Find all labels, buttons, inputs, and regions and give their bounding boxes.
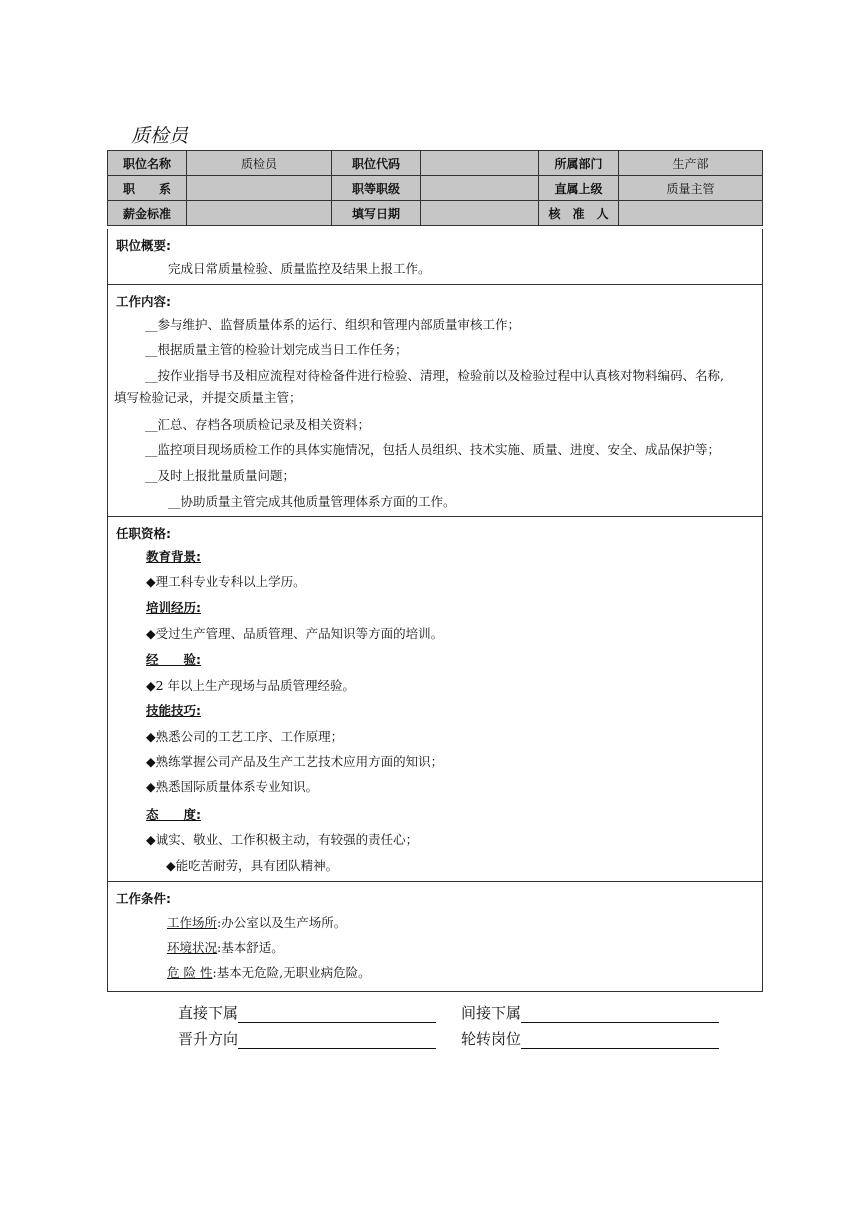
header-row — [108, 176, 763, 201]
risk-value: :基本无危险,无职业病危险。 — [212, 965, 371, 980]
education-text: ◆理工科专业专科以上学历。 — [146, 574, 306, 589]
direct-subordinate-field — [178, 1002, 436, 1023]
grade-value — [421, 176, 539, 201]
supervisor-value: 质量主管 — [619, 176, 763, 201]
direct-subordinate-label: 直接下属 — [178, 1004, 239, 1022]
rotation-field — [461, 1028, 719, 1049]
document-title: 质检员 — [131, 125, 189, 147]
workplace-label: 工作场所 — [167, 915, 218, 930]
risk-label: 危 险 性 — [167, 965, 213, 980]
direct-subordinate-blank — [238, 1006, 436, 1023]
experience-text: ◆2 年以上生产现场与品质管理经验。 — [146, 678, 356, 693]
fill-date-value — [421, 201, 539, 226]
promotion-field — [178, 1028, 436, 1049]
risk-row — [167, 965, 371, 981]
experience-label: 经 验: — [146, 652, 201, 667]
skill-item: ◆熟练掌握公司产品及生产工艺技术应用方面的知识； — [146, 754, 444, 769]
attitude-item: ◆诚实、敬业、工作积极主动，有较强的责任心； — [146, 832, 419, 847]
position-name-value: 质检员 — [187, 151, 332, 176]
workplace-row — [167, 915, 346, 931]
duty-item: __协助质量主管完成其他质量管理体系方面的工作。 — [168, 494, 456, 509]
education-label: 教育背景: — [146, 549, 201, 564]
promotion-blank — [238, 1032, 436, 1049]
department-label: 所属部门 — [539, 151, 619, 176]
conditions-section — [107, 881, 763, 992]
promotion-label: 晋升方向 — [178, 1030, 239, 1048]
job-family-value — [187, 176, 332, 201]
salary-label: 薪金标准 — [108, 201, 187, 226]
rotation-label: 轮转岗位 — [461, 1030, 522, 1048]
training-text: ◆受过生产管理、品质管理、产品知识等方面的培训。 — [146, 626, 444, 641]
environment-value: :基本舒适。 — [217, 940, 284, 955]
duty-item: __按作业指导书及相应流程对待检备件进行检验、清理，检验前以及检验过程中认真核对物料编码、名称, — [145, 368, 724, 383]
fill-date-label: 填写日期 — [332, 201, 421, 226]
duty-item: __根据质量主管的检验计划完成当日工作任务； — [145, 342, 408, 357]
department-value: 生产部 — [619, 151, 763, 176]
supervisor-label: 直属上级 — [539, 176, 619, 201]
salary-value — [187, 201, 332, 226]
environment-label: 环境状况 — [167, 940, 218, 955]
indirect-subordinate-label: 间接下属 — [461, 1004, 522, 1022]
conditions-title: 工作条件: — [116, 891, 171, 906]
rotation-blank — [521, 1032, 719, 1049]
duty-item: __及时上报批量质量问题； — [145, 468, 296, 483]
summary-title: 职位概要: — [116, 238, 171, 253]
summary-section — [107, 229, 763, 285]
approver-value — [619, 201, 763, 226]
indirect-subordinate-blank — [521, 1006, 719, 1023]
qualifications-title: 任职资格: — [116, 526, 171, 541]
job-family-label: 职 系 — [108, 176, 187, 201]
skill-item: ◆熟悉公司的工艺工序、工作原理； — [146, 729, 344, 744]
duty-item: __汇总、存档各项质检记录及相关资料； — [145, 417, 371, 432]
attitude-label: 态 度: — [146, 807, 201, 822]
approver-label: 核 准 人 — [539, 201, 619, 226]
qualifications-section — [107, 516, 763, 882]
summary-text: 完成日常质量检验、质量监控及结果上报工作。 — [168, 261, 431, 276]
position-name-label: 职位名称 — [108, 151, 187, 176]
duty-item: 填写检验记录，并提交质量主管； — [114, 390, 302, 405]
grade-label: 职等职级 — [332, 176, 421, 201]
training-label: 培训经历: — [146, 600, 201, 615]
duty-item: __参与维护、监督质量体系的运行、组织和管理内部质量审核工作； — [145, 317, 521, 332]
header-table — [107, 150, 763, 226]
position-code-label: 职位代码 — [332, 151, 421, 176]
indirect-subordinate-field — [461, 1002, 719, 1023]
header-row — [108, 151, 763, 176]
duties-section — [107, 284, 763, 517]
skills-label: 技能技巧: — [146, 703, 201, 718]
duty-item: __监控项目现场质检工作的具体实施情况，包括人员组织、技术实施、质量、进度、安全、成品保护等； — [145, 442, 721, 457]
environment-row — [167, 940, 284, 956]
position-code-value — [421, 151, 539, 176]
attitude-item: ◆能吃苦耐劳，具有团队精神。 — [166, 858, 339, 873]
workplace-value: :办公室以及生产场所。 — [217, 915, 347, 930]
duties-title: 工作内容: — [116, 294, 171, 309]
header-row — [108, 201, 763, 226]
skill-item: ◆熟悉国际质量体系专业知识。 — [146, 779, 319, 794]
